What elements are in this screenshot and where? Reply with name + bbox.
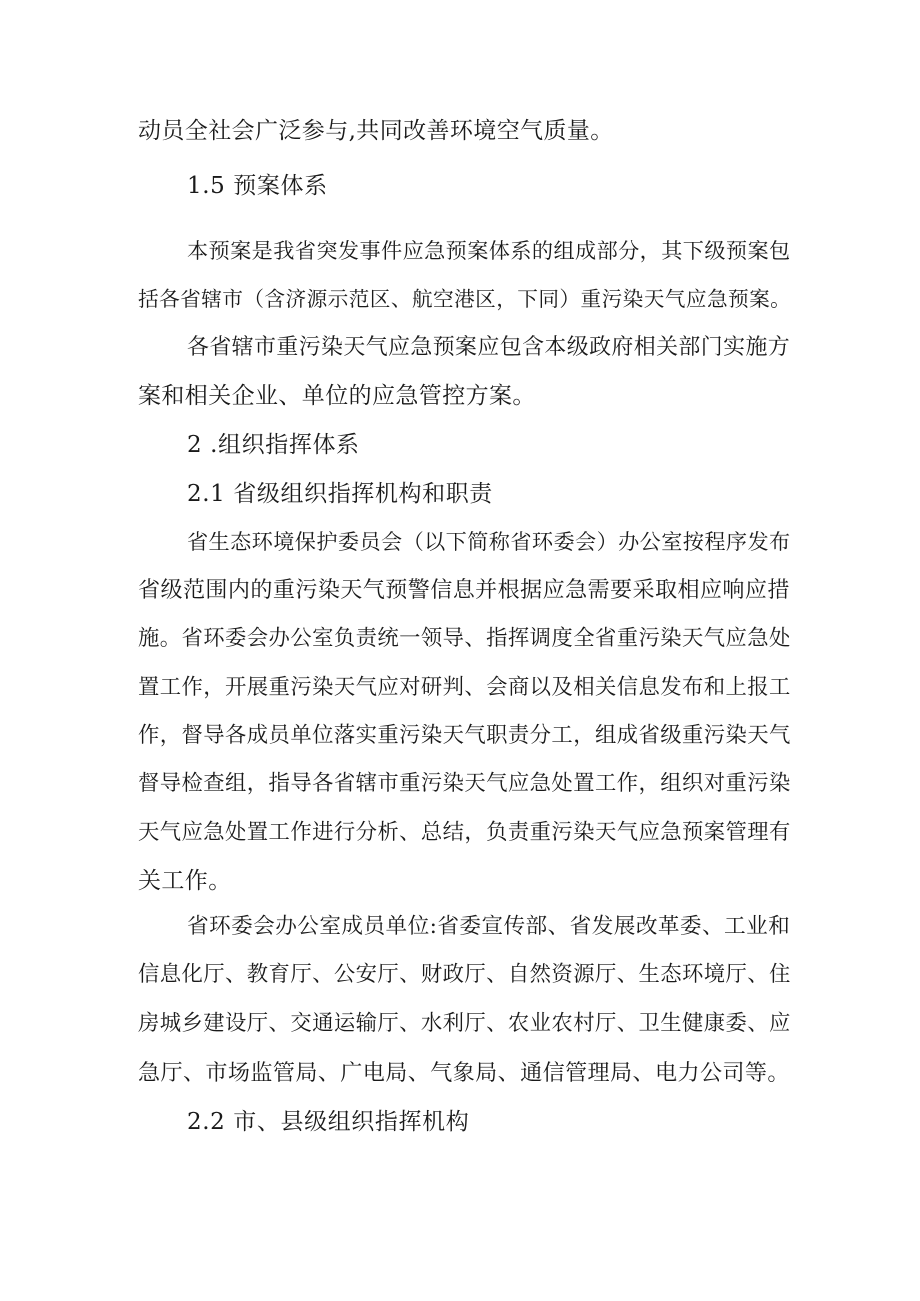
text-line: 施。省环委会办公室负责统一领导、指挥调度全省重污染天气应急处 (138, 626, 791, 651)
text-line: 关工作。 (138, 868, 232, 894)
text-line: 省生态环境保护委员会（以下简称省环委会）办公室按程序发布 (187, 529, 791, 554)
section-heading: 2.1 省级组织指挥机构和职责 (187, 481, 493, 507)
text-line: 天气应急处置工作进行分析、总结，负责重污染天气应急预案管理有 (138, 820, 791, 845)
text-line: 房城乡建设厅、交通运输厅、水利厅、农业农村厅、卫生健康委、应 (138, 1011, 791, 1036)
text-line: 置工作，开展重污染天气应对研判、会商以及相关信息发布和上报工 (138, 675, 791, 700)
text-line: 信息化厅、教育厅、公安厅、财政厅、自然资源厅、生态环境厅、住 (138, 962, 791, 987)
text-line: 省级范围内的重污染天气预警信息并根据应急需要采取相应响应措 (138, 577, 790, 603)
section-heading: 1.5 预案体系 (187, 173, 328, 199)
text-line: 督导检查组，指导各省辖市重污染天气应急处置工作，组织对重污染 (138, 771, 791, 796)
text-line: 括各省辖市（含济源示范区、航空港区，下同）重污染天气应急预案。 (138, 287, 792, 311)
text-line: 急厅、市场监管局、广电局、气象局、通信管理局、电力公司等。 (138, 1060, 790, 1086)
section-heading: 2 .组织指挥体系 (187, 432, 360, 458)
text-line: 案和相关企业、单位的应急管控方案。 (138, 383, 536, 409)
text-line: 省环委会办公室成员单位:省委宣传部、省发展改革委、工业和 (187, 914, 791, 939)
text-line: 各省辖市重污染天气应急预案应包含本级政府相关部门实施方 (187, 335, 791, 360)
section-heading: 2.2 市、县级组织指挥机构 (187, 1109, 470, 1135)
text-line: 动员全社会广泛参与,共同改善环境空气质量。 (138, 118, 614, 144)
text-line: 作，督导各成员单位落实重污染天气职责分工，组成省级重污染天气 (138, 723, 791, 748)
text-line: 本预案是我省突发事件应急预案体系的组成部分，其下级预案包 (187, 238, 791, 263)
